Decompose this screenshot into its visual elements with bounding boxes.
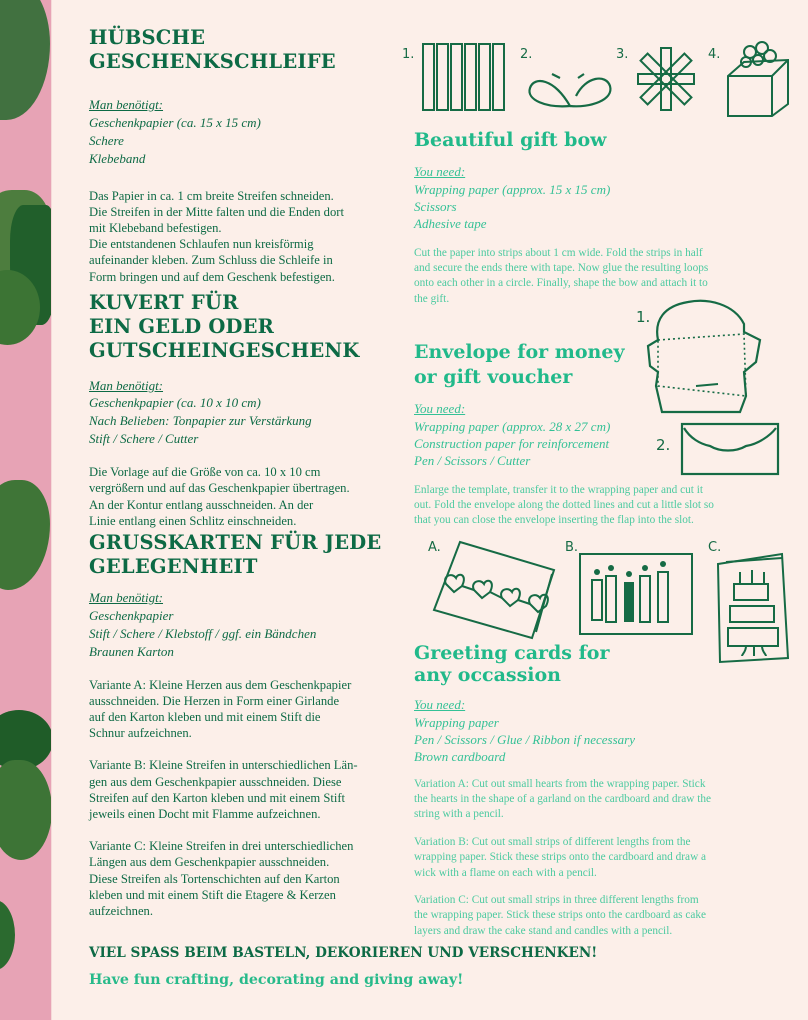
needs-label: You need: xyxy=(414,697,466,712)
material-item: Scissors xyxy=(414,198,457,214)
variant-a: Variante A: Kleine Herzen aus dem Geschenkpapier ausschneiden. Die Herzen in Form einer Girlande auf den Karton kleben und mit einem Stift die Schnur aufzeichnen. xyxy=(89,677,352,741)
section-cards-de xyxy=(89,531,399,919)
material-item: Stift / Schere / Klebstoff / ggf. ein Bändchen xyxy=(89,625,317,641)
material-item: Geschenkpapier (ca. 15 x 15 cm) xyxy=(89,114,261,130)
material-item: Geschenkpapier (ca. 10 x 10 cm) xyxy=(89,395,261,411)
material-item: Wrapping paper (approx. 28 x 27 cm) xyxy=(414,418,611,434)
card-label: A. xyxy=(428,540,441,555)
section-title: Envelope for money or gift voucher xyxy=(414,341,625,388)
variant-b: Variante B: Kleine Streifen in unterschiedlichen Län- gen aus dem Geschenkpapier ausschneiden. Diese Streifen auf den Karton kleben und mit einem Stift jeweils einen Docht mit Flamme aufzeichnen. xyxy=(89,758,358,821)
section-bow-en xyxy=(414,128,794,307)
step-number: 2. xyxy=(656,436,671,454)
footer-german: VIEL SPASS BEIM BASTELN, DEKORIEREN UND VERSCHENKEN! xyxy=(89,945,598,961)
material-item: Geschenkpapier xyxy=(89,607,174,623)
section-envelope-en xyxy=(414,340,794,529)
material-item: Schere xyxy=(89,132,124,148)
section-title: Greeting cards for any occassion xyxy=(414,642,610,686)
section-title: GRUSSKARTEN FÜR JEDE GELEGENHEIT xyxy=(89,531,382,579)
card-label: B. xyxy=(565,540,579,555)
material-item: Klebeband xyxy=(89,150,146,166)
material-item: Construction paper for reinforcement xyxy=(414,435,610,451)
material-item: Wrapping paper xyxy=(414,714,499,730)
variation-a: Variation A: Cut out small hearts from the wrapping paper. Stick the hearts in the shape of a garland on the cardboard and draw the string with a pencil. xyxy=(414,777,712,821)
instructions: Das Papier in ca. 1 cm breite Streifen schneiden. Die Streifen in der Mitte falten und die Enden dort mit Klebeband befestigen. Die entstandenen Schlaufen nun kreisförmig aufeinander kleben. Zum Schluss die Schleife in Form bringen und auf dem Geschenk befestigen. xyxy=(89,188,344,284)
step-number: 4. xyxy=(708,47,721,62)
instructions: Die Vorlage auf die Größe von ca. 10 x 10 cm vergrößern und auf das Geschenkpapier übertragen. An der Kontur entlang ausschneiden. An der Linie entlang einen Schlitz einschneiden. xyxy=(89,465,350,528)
variation-b: Variation B: Cut out small strips of different lengths from the wrapping paper. Stick these strips onto the cardboard and draw a wick with a flame on each with a pencil. xyxy=(414,835,707,879)
section-cards-en xyxy=(414,642,794,939)
material-item: Wrapping paper (approx. 15 x 15 cm) xyxy=(414,181,611,197)
step-number: 1. xyxy=(636,308,651,326)
variant-c: Variante C: Kleine Streifen in drei unterschiedlichen Längen aus dem Geschenkpapier ausschneiden. Diese Streifen als Tortenschichten auf den Karton kleben und mit einem Stift die Etagere & Kerzen aufzeichnen. xyxy=(89,839,354,918)
card-label: C. xyxy=(708,540,722,555)
step-number: 2. xyxy=(520,47,533,62)
material-item: Adhesive tape xyxy=(414,215,487,231)
heart-garland-card-icon xyxy=(432,540,560,640)
material-item: Braunen Karton xyxy=(89,643,174,659)
needs-label: Man benötigt: xyxy=(89,97,164,112)
footer-english: Have fun crafting, decorating and giving away! xyxy=(89,972,464,988)
material-item: Nach Belieben: Tonpapier zur Verstärkung xyxy=(89,413,312,429)
section-title: Beautiful gift bow xyxy=(414,129,607,151)
section-title: KUVERT FÜR EIN GELD ODER GUTSCHEINGESCHENK xyxy=(89,290,360,362)
needs-label: Man benötigt: xyxy=(89,590,164,606)
paper-strips-icon xyxy=(422,42,508,114)
step-number: 1. xyxy=(402,47,415,62)
german-column xyxy=(89,26,399,919)
instructions: Cut the paper into strips about 1 cm wide. Fold the strips in half and secure the ends there with tape. Now glue the resulting loops onto each other in a circle. Finally, shape the bow and attach it to the gift. xyxy=(414,246,709,305)
star-loops-icon xyxy=(636,46,696,112)
candles-card-icon xyxy=(578,552,694,636)
section-envelope-de xyxy=(89,291,399,529)
variation-c: Variation C: Cut out small strips in three different lengths from the wrapping paper. Stick these strips onto the cardboard as cake layers and draw the cake stand and candles with a pencil. xyxy=(414,893,707,937)
gift-box-icon xyxy=(724,38,792,118)
material-item: Stift / Schere / Cutter xyxy=(89,431,199,447)
instructions: Enlarge the template, transfer it to the wrapping paper and cut it out. Fold the envelope along the dotted lines and cut a little slot so that you can close the envelope inserting the flap into the slot. xyxy=(414,483,714,527)
material-item: Brown cardboard xyxy=(414,748,506,764)
section-bow-de xyxy=(89,26,399,285)
needs-label: You need: xyxy=(414,401,466,416)
material-item: Pen / Scissors / Glue / Ribbon if necessary xyxy=(414,731,635,747)
decorative-leaf-strip xyxy=(0,0,52,1020)
folded-loop-icon xyxy=(526,70,616,114)
needs-label: Man benötigt: xyxy=(89,377,164,393)
section-title: HÜBSCHE GESCHENKSCHLEIFE xyxy=(89,26,336,73)
needs-label: You need: xyxy=(414,164,466,179)
step-number: 3. xyxy=(616,47,629,62)
material-item: Pen / Scissors / Cutter xyxy=(414,452,531,468)
